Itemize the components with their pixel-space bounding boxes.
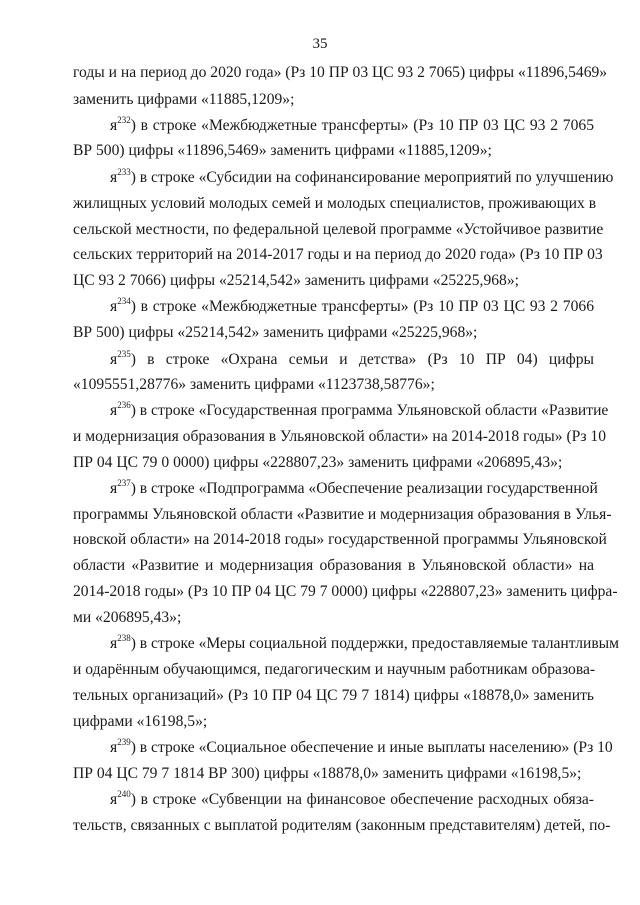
item-text: ) в строке «Межбюджетные трансферты» (Рз 10 ПР 03 ЦС 93 2 7066 [130,298,594,315]
item-text: ) в строке «Субвенции на финансовое обеспечение расходных обяза- [130,791,594,808]
text-line: ПР 04 ЦС 79 0 0000) цифры «228807,23» заменить цифрами «206895,43»; [73,454,563,471]
text-line: тельных организаций» (Рз 10 ПР 04 ЦС 79 7 1814) цифры «18878,0» заменить [73,687,594,704]
text-line: цифрами «16198,5»; [73,713,208,730]
list-item-237 [73,477,598,499]
text-line: ВР 500) цифры «11896,5469» заменить цифрами «11885,1209»; [73,142,492,159]
item-number: 233 [117,166,131,177]
item-letter: я [110,117,118,134]
item-letter: я [110,298,118,315]
item-number: 237 [117,477,131,488]
text-line: заменить цифрами «11885,1209»; [73,91,295,108]
item-number: 236 [117,399,131,410]
list-item-239 [73,736,613,758]
list-item-235 [73,350,594,370]
item-number: 235 [117,348,131,359]
item-letter: я [110,351,118,368]
item-text: ) в строке «Меры социальной поддержки, предоставляемые талантливым [130,635,620,652]
text-line: сельской местности, по федеральной целевой программе «Устойчивое развитие [73,221,604,238]
item-letter: я [110,791,118,808]
text-line: области «Развитие и модернизация образования в Ульяновской области» на [73,557,594,574]
item-number: 234 [117,295,131,306]
text-line: и одарённым обучающимся, педагогическим и научным работникам образова- [73,661,596,678]
list-item-232 [73,116,594,136]
item-letter: я [110,635,118,652]
list-item-240 [73,790,594,810]
text-line: тельств, связанных с выплатой родителям (законным представителям) детей, по- [73,817,611,834]
text-line: ЦС 93 2 7066) цифры «25214,542» заменить цифрами «25225,968»; [73,272,519,289]
item-text: ) в строке «Межбюджетные трансферты» (Рз 10 ПР 03 ЦС 93 2 7065 [130,117,594,134]
text-line: 2014-2018 годы» (Рз 10 ПР 04 ЦС 79 7 0000) цифры «228807,23» заменить цифра- [73,583,618,600]
item-number: 232 [117,114,131,125]
item-letter: я [110,402,118,419]
text-line: и модернизация образования в Ульяновской области» на 2014-2018 годы» (Рз 10 [73,428,606,445]
item-letter: я [110,169,118,186]
text-line: новской области» на 2014-2018 годы» государственной программы Ульяновской [73,531,607,548]
text-line: годы и на период до 2020 года» (Рз 10 ПР 03 ЦС 93 2 7065) цифры «11896,5469» [73,64,608,81]
item-text: ) в строке «Подпрограмма «Обеспечение реализации государственной [130,480,598,497]
text-line: ВР 500) цифры «25214,542» заменить цифрами «25225,968»; [73,324,478,341]
list-item-234 [73,297,594,317]
item-text: ) в строке «Субсидии на софинансирование мероприятий по улучшению [130,169,614,186]
item-letter: я [110,739,118,756]
text-line: «1095551,28776» заменить цифрами «1123738,58776»; [73,376,435,393]
item-number: 239 [117,736,131,747]
item-text: ) в строке «Государственная программа Ульяновской области «Развитие [130,402,609,419]
text-line: ми «206895,43»; [73,609,182,626]
text-line: сельских территорий на 2014-2017 годы и на период до 2020 года» (Рз 10 ПР 03 [73,246,603,263]
text-line: жилищных условий молодых семей и молодых специалистов, проживающих в [73,195,597,212]
list-item-236 [73,399,609,421]
item-text: ) в строке «Социальное обеспечение и иные выплаты населению» (Рз 10 [130,739,613,756]
page-number: 35 [312,36,328,52]
item-number: 240 [117,788,131,799]
list-item-238 [73,632,620,654]
text-line: ПР 04 ЦС 79 7 1814 ВР 300) цифры «18878,0» заменить цифрами «16198,5»; [73,765,582,782]
list-item-233 [73,166,614,188]
text-line: программы Ульяновской области «Развитие и модернизация образования в Улья- [73,506,612,523]
item-text: ) в строке «Охрана семьи и детства» (Рз 10 ПР 04) цифры [130,351,594,368]
item-letter: я [110,480,118,497]
item-number: 238 [117,632,131,643]
